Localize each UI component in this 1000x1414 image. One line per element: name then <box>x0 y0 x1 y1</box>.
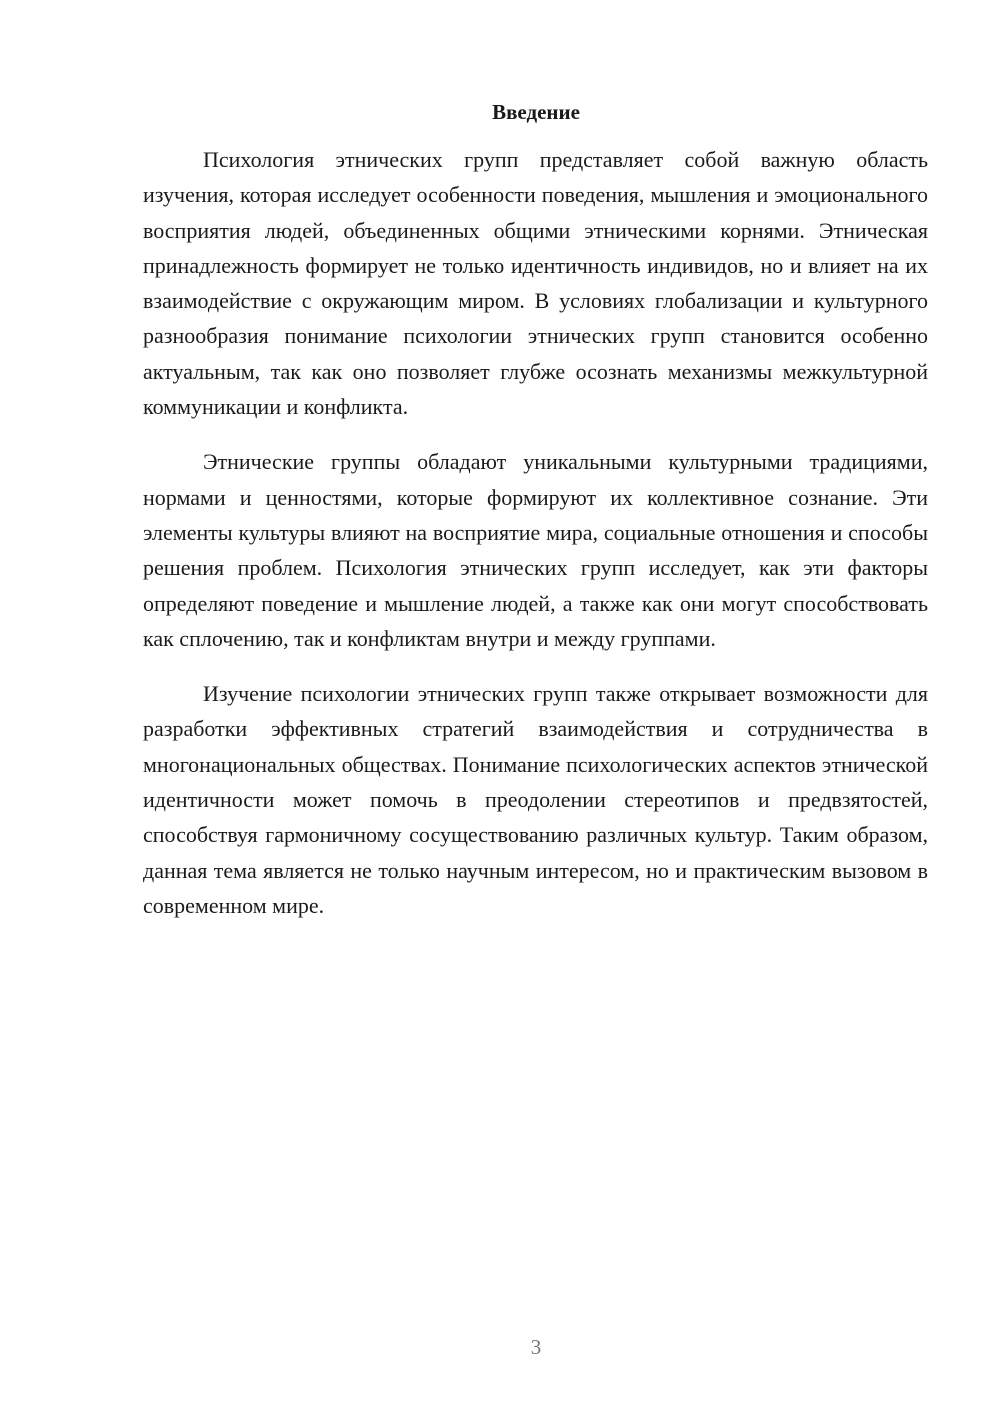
paragraph-1: Психология этнических групп представляет собой важную область изучения, которая исследует особенности поведения, мышления и эмоционального восприятия людей, объединенных общими этническими корнями. Этническая принадлежность формирует не только идентичность индивидов, но и влияет на их взаимодействие с окружающим миром. В условиях глобализации и культурного разнообразия понимание психологии этнических групп становится особенно актуальным, так как оно позволяет глубже осознать механизмы межкультурной коммуникации и конфликта. <box>143 147 928 420</box>
paragraph-2: Этнические группы обладают уникальными культурными традициями, нормами и ценностями, которые формируют их коллективное сознание. Эти элементы культуры влияют на восприятие мира, социальные отношения и способы решения проблем. Психология этнических групп исследует, как эти факторы определяют поведение и мышление людей, а также как они могут способствовать как сплочению, так и конфликтам внутри и между группами. <box>143 449 928 651</box>
document-body <box>143 142 928 943</box>
paragraph-3: Изучение психологии этнических групп также открывает возможности для разработки эффективных стратегий взаимодействия и сотрудничества в многонациональных обществах. Понимание психологических аспектов этнической идентичности может помочь в преодолении стереотипов и предвзятостей, способствуя гармоничному сосуществованию различных культур. Таким образом, данная тема является не только научным интересом, но и практическим вызовом в современном мире. <box>143 681 928 918</box>
page-number: 3 <box>530 1335 542 1359</box>
page-title: Введение <box>492 100 580 124</box>
